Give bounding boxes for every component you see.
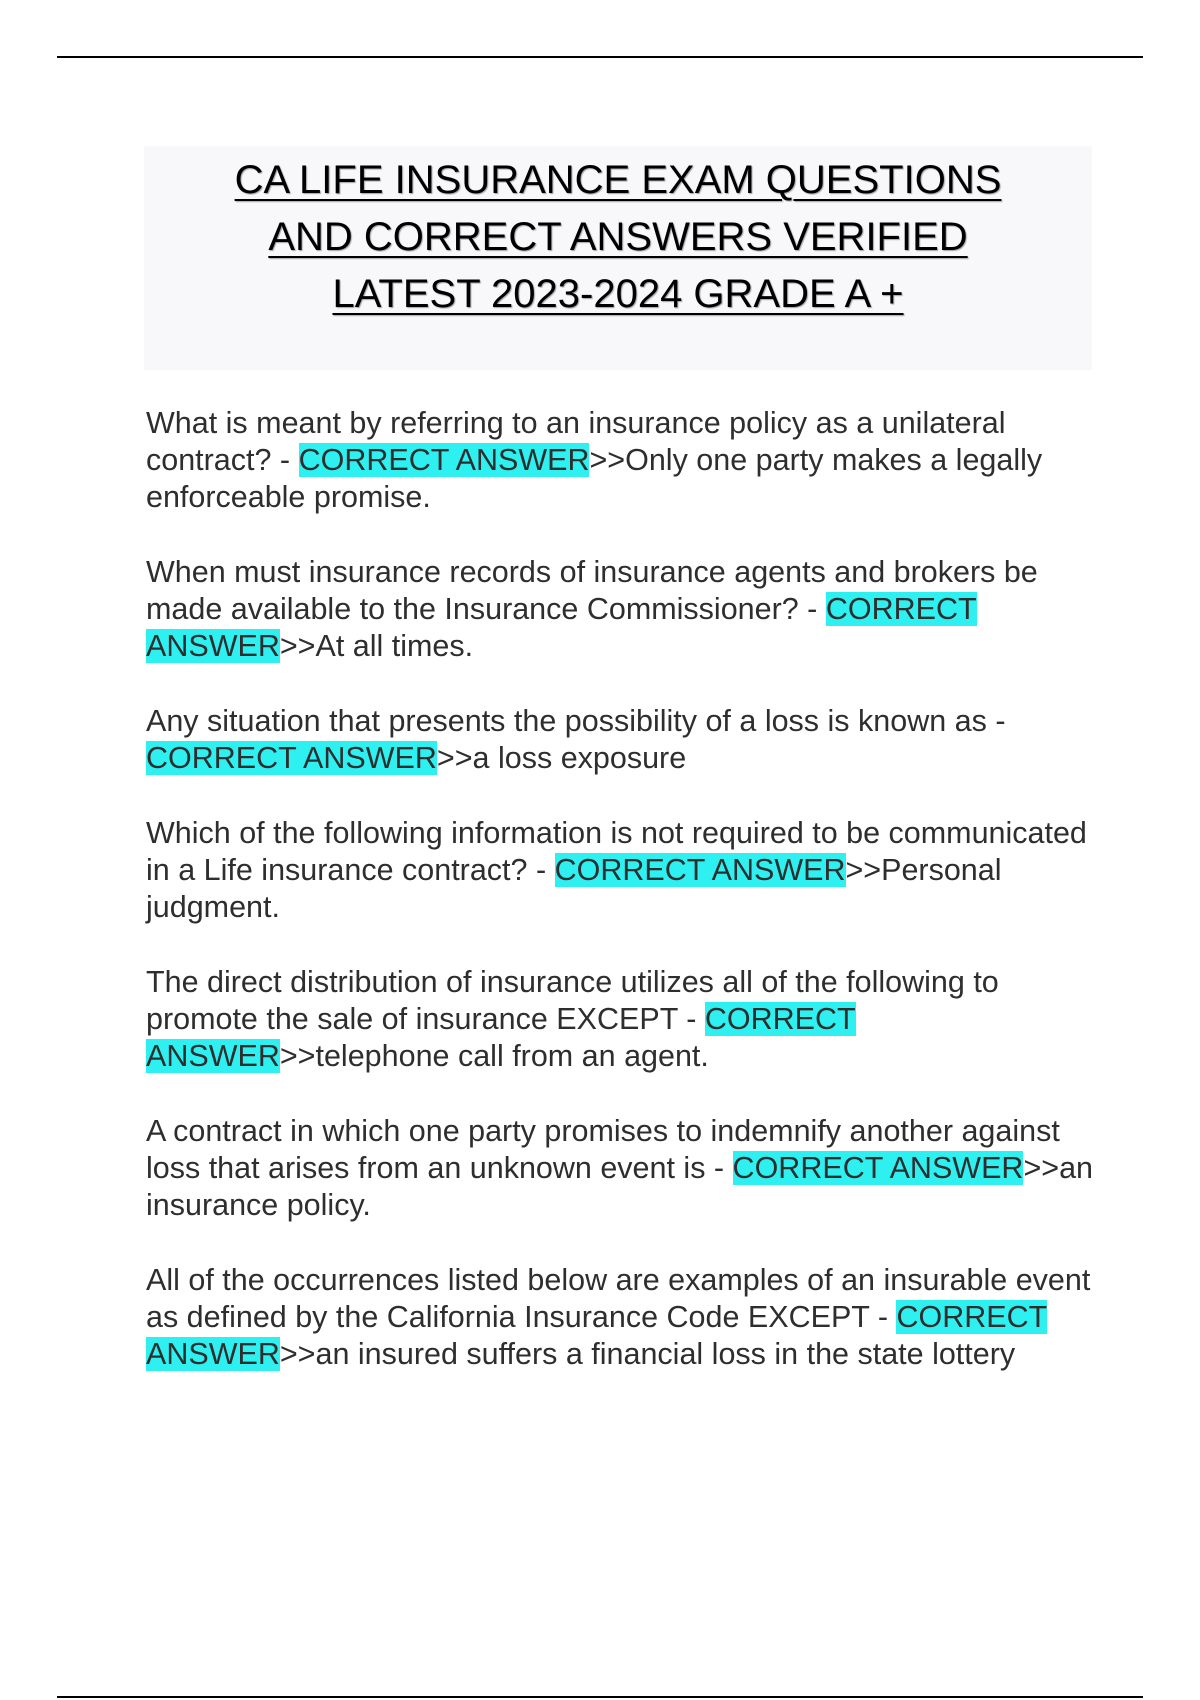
correct-answer-label: CORRECT ANSWER [732, 1151, 1024, 1185]
answer-prefix: >> [1023, 1151, 1060, 1185]
answer-text: telephone call from an agent. [315, 1039, 709, 1073]
qa-item-7 [146, 1262, 1096, 1373]
qa-item-3 [146, 703, 1096, 777]
answer-text: a loss exposure [472, 741, 687, 775]
qa-item-2 [146, 554, 1096, 665]
answer-text: Only one party makes a legally enforceable promise. [146, 443, 1043, 514]
title-banner [144, 146, 1092, 370]
answer-text: an insurance policy. [146, 1151, 1094, 1222]
answer-prefix: >> [436, 741, 473, 775]
question-text: Any situation that presents the possibility of a loss is known as - [146, 704, 1006, 738]
qa-item-4 [146, 815, 1096, 926]
title-line-2: AND CORRECT ANSWERS VERIFIED [268, 215, 968, 259]
top-rule [57, 56, 1143, 58]
correct-answer-label: CORRECT ANSWER [146, 1300, 1048, 1371]
title-line-3: LATEST 2023-2024 GRADE A + [332, 272, 904, 316]
answer-text: At all times. [315, 629, 474, 663]
question-text: A contract in which one party promises to indemnify another against loss that arises from an unknown event is - [146, 1114, 1060, 1185]
correct-answer-label: CORRECT ANSWER [146, 592, 977, 663]
answer-prefix: >> [589, 443, 626, 477]
answer-prefix: >> [279, 629, 316, 663]
bottom-rule [57, 1696, 1143, 1698]
answer-text: Personal judgment. [146, 853, 1002, 924]
correct-answer-label: CORRECT ANSWER [146, 741, 437, 775]
correct-answer-label: CORRECT ANSWER [146, 1002, 856, 1073]
answer-prefix: >> [279, 1337, 316, 1371]
question-text: What is meant by referring to an insurance policy as a unilateral contract? - [146, 406, 1006, 477]
answer-prefix: >> [279, 1039, 316, 1073]
answer-prefix: >> [845, 853, 882, 887]
qa-list [146, 405, 1096, 1411]
question-text: When must insurance records of insurance agents and brokers be made available to the Insurance Commissioner? - [146, 555, 1038, 626]
question-text: All of the occurrences listed below are examples of an insurable event as defined by the California Insurance Code EXCEPT - [146, 1263, 1091, 1334]
answer-text: an insured suffers a financial loss in the state lottery [315, 1337, 1016, 1371]
correct-answer-label: CORRECT ANSWER [298, 443, 590, 477]
question-text: The direct distribution of insurance utilizes all of the following to promote the sale of insurance EXCEPT - [146, 965, 999, 1036]
question-text: Which of the following information is not required to be communicated in a Life insurance contract? - [146, 816, 1087, 887]
document-title [144, 152, 1092, 323]
qa-item-5 [146, 964, 1096, 1075]
qa-item-1 [146, 405, 1096, 516]
qa-item-6 [146, 1113, 1096, 1224]
title-line-1: CA LIFE INSURANCE EXAM QUESTIONS [234, 158, 1002, 202]
correct-answer-label: CORRECT ANSWER [554, 853, 846, 887]
